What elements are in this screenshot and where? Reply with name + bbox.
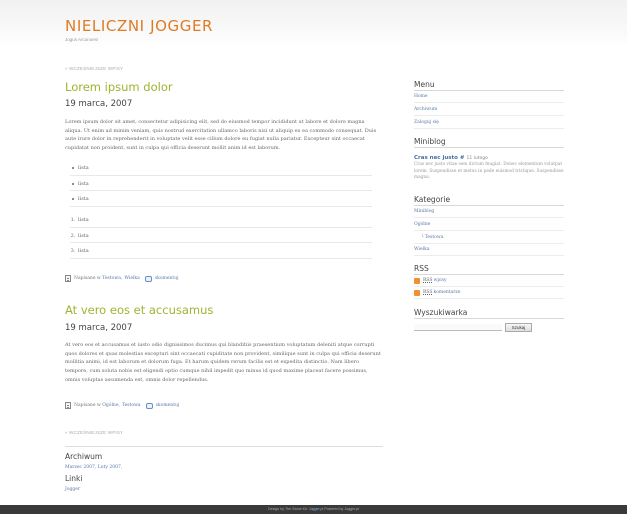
footer-link[interactable]: Jogger.pl (308, 507, 324, 511)
page-footer: Design by The Stone Kit. Jogger.pl Powered by Jogger.pl (0, 505, 627, 514)
post-title[interactable]: At vero eos et accusamus (65, 303, 214, 317)
archive-heading: Archiwum (65, 452, 103, 461)
site-title[interactable]: NIELICZNI JOGGER (65, 17, 214, 35)
miniblog-entry-text: Cras nec justo vitae sem dictum feugiat. Donec elementum volutpat lorem. Suspendisse et metus in pede euismod tristique. Suspendisse magna. (414, 162, 564, 180)
sidebar-item-category[interactable]: Ogólne (414, 218, 564, 231)
sidebar-item-category[interactable]: └Testowa (414, 231, 564, 244)
corner-arrow-icon: └ (421, 235, 424, 240)
post-meta: Napisane w Ogólne , Testowa skomentuj (65, 402, 179, 409)
list-item: 2. lista (70, 228, 372, 244)
sidebar-item-category[interactable]: Wielka (414, 243, 564, 256)
post-body: Lorem ipsum dolor sit amet, consectetur adipisicing elit, sed do eiusmod tempor incididunt ut labore et dolore magna aliqua. Ut enim ad minim veniam, quis nostrud exercitation ullamco laboris nisi ut aliquip ex ea commodo consequat. Duis aute irure dolor in reprehenderit in voluptate velit esse cillum dolore eu fugiat nulla pariatur. Excepteur sint occaecat cupidatat non proident, sunt in culpa qui officia deserunt mollit anim id est laborum. (65, 119, 377, 152)
comment-icon (146, 403, 153, 409)
miniblog-entry-title[interactable]: Cras nec justo # 11 lutego (414, 155, 488, 161)
search-input[interactable] (414, 324, 502, 331)
sidebar-heading-menu: Menu (414, 80, 435, 89)
rss-feed-posts[interactable]: RSS wpisy (414, 275, 564, 287)
sidebar-item-home[interactable]: Home (414, 90, 564, 103)
comment-icon (145, 276, 152, 282)
list-item: lista (70, 191, 372, 207)
older-posts-link-top[interactable]: « WCZEŚNIEJSZE WPISY (65, 66, 124, 71)
list-item: 1. lista (70, 212, 372, 228)
divider (414, 318, 564, 319)
list-item: 3. lista (70, 243, 372, 259)
sidebar-heading-search: Wyszukiwarka (414, 308, 468, 317)
category-link[interactable]: Testowa (102, 276, 121, 281)
page-icon (65, 275, 71, 282)
sidebar-item-archive[interactable]: Archiwum (414, 103, 564, 116)
post-date: 19 marca, 2007 (65, 323, 133, 333)
bullet-icon (72, 198, 74, 200)
rss-icon (414, 278, 420, 284)
post-body: At vero eos et accusamus et iusto odio dignissimos ducimus qui blanditiis praesentium voluptatum deleniti atque corrupti quos dolores et quas molestias excepturi sint occaecati cupiditate non provident, similique sunt in culpa qui officia deserunt mollitia animi, id est laborum et dolorum fuga. Et harum quidem rerum facilis est et expedita distinctio. Nam libero tempore, cum soluta nobis est eligendi optio cumque nihil impedit quo minus id quod maxime placeat facere possimus, omnis voluptas assumenda est, omnis dolor repellendus. (65, 342, 381, 383)
rss-icon (414, 290, 420, 296)
comment-link[interactable]: skomentuj (154, 276, 179, 281)
divider (414, 147, 564, 148)
bullet-icon (72, 183, 74, 185)
divider (65, 446, 383, 447)
list-item: lista (70, 160, 372, 176)
older-posts-link-bottom[interactable]: « WCZEŚNIEJSZE WPISY (65, 430, 124, 435)
post-meta: Napisane w Testowa , Wielka skomentuj (65, 275, 179, 282)
sidebar-heading-miniblog: Miniblog (414, 137, 446, 146)
page-icon (65, 402, 71, 409)
sidebar-item-category[interactable]: Miniblog (414, 205, 564, 218)
search-button[interactable]: Szukaj (505, 323, 532, 332)
category-link[interactable]: Ogólne (102, 403, 119, 408)
post-title[interactable]: Lorem ipsum dolor (65, 80, 173, 94)
links-heading: Linki (65, 474, 83, 483)
sidebar-item-login[interactable]: Zaloguj się (414, 116, 564, 129)
archive-links[interactable]: Marzec 2007, Luty 2007, (65, 465, 123, 470)
site-tagline: Jogus Arcunoes! (65, 37, 99, 42)
sidebar-heading-rss: RSS (414, 264, 429, 273)
list-item: lista (70, 176, 372, 192)
category-link[interactable]: Wielka (124, 276, 140, 281)
links-item[interactable]: Jogger (65, 487, 81, 492)
comment-link[interactable]: skomentuj (155, 403, 180, 408)
site-header (0, 0, 627, 48)
category-link[interactable]: Testowa (121, 403, 141, 408)
post-date: 19 marca, 2007 (65, 99, 133, 109)
rss-feed-comments[interactable]: RSS komentarze (414, 287, 564, 299)
bullet-icon (72, 167, 74, 169)
sidebar-heading-categories: Kategorie (414, 195, 451, 204)
